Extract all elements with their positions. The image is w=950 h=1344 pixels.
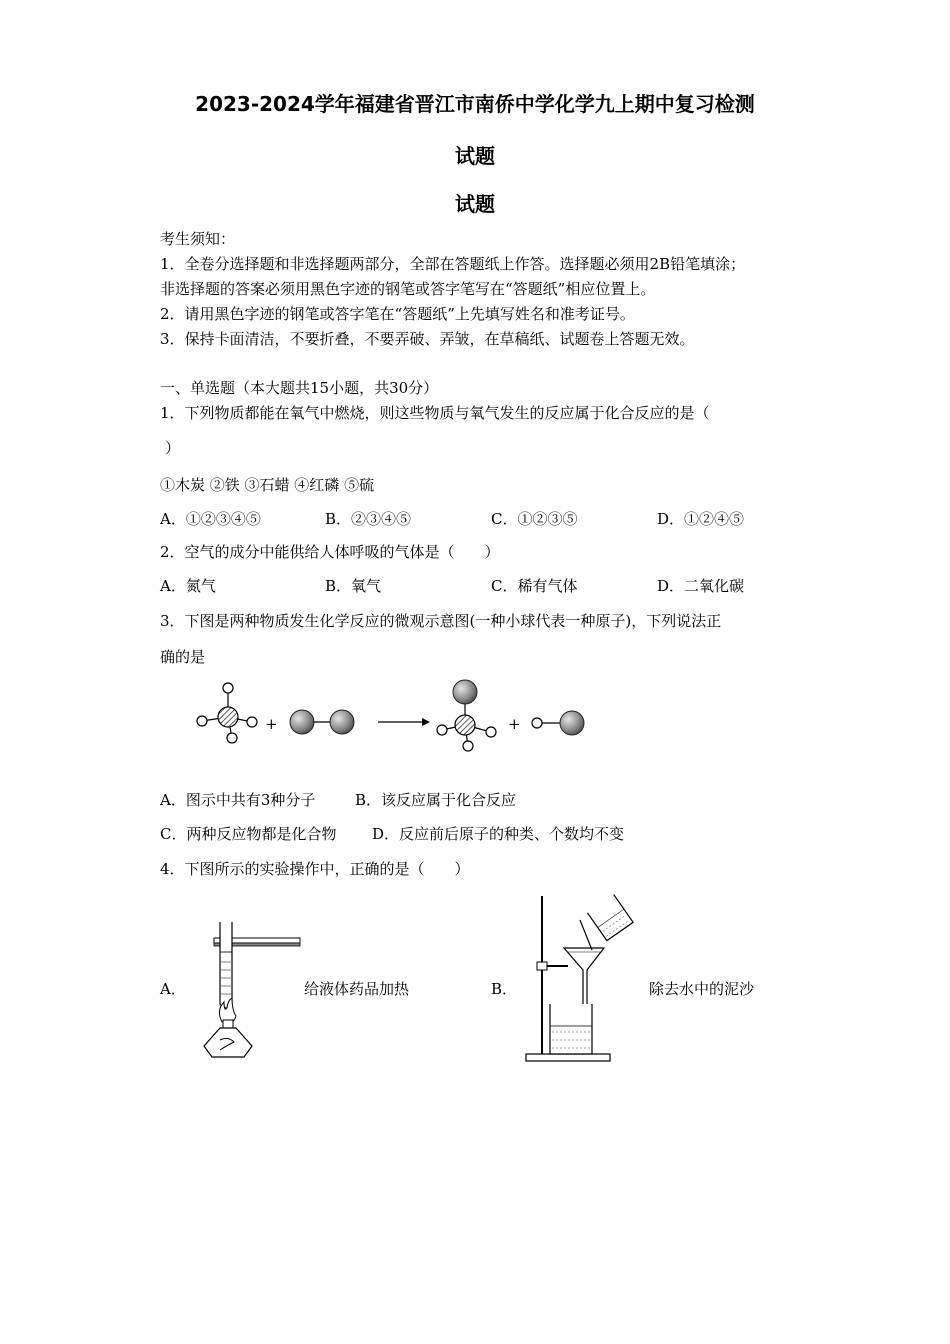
question-2-option-c[interactable]: C．稀有气体 xyxy=(491,577,578,595)
question-2-option-a[interactable]: A．氮气 xyxy=(160,577,216,595)
product-molecule-1 xyxy=(437,680,496,751)
question-4-stem: 4．下图所示的实验操作中，正确的是（ ） xyxy=(160,860,470,878)
notice-item: 1．全卷分选择题和非选择题两部分，全部在答题纸上作答。选择题必须用2B铅笔填涂； xyxy=(160,255,746,273)
question-4-option-a-text: 给液体药品加热 xyxy=(304,980,410,998)
notice-heading: 考生须知： xyxy=(160,230,236,248)
question-3-stem: 3．下图是两种物质发生化学反应的微观示意图(一种小球代表一种原子)，下列说法正 xyxy=(160,612,722,630)
plus-sign-2: + xyxy=(508,715,521,733)
heating-liquid-illustration xyxy=(190,912,300,1062)
question-3-option-b[interactable]: B．该反应属于化合反应 xyxy=(355,791,517,809)
question-2-stem: 2．空气的成分中能供给人体呼吸的气体是（ ） xyxy=(160,543,500,561)
page-subtitle: 试题 xyxy=(455,192,495,216)
plus-sign-1: + xyxy=(265,715,278,733)
question-4-option-b-label[interactable]: B． xyxy=(491,980,518,998)
page-title-line1: 2023-2024学年福建省晋江市南侨中学化学九上期中复习检测 xyxy=(195,92,755,116)
question-3-option-c[interactable]: C．两种反应物都是化合物 xyxy=(160,825,337,843)
reaction-diagram xyxy=(190,680,610,760)
question-1-option-c[interactable]: C．①②③⑤ xyxy=(491,510,578,528)
notice-item: 非选择题的答案必须用黑色字迹的钢笔或答字笔写在“答题纸”相应位置上。 xyxy=(160,280,656,298)
reactant-molecule-1 xyxy=(197,683,257,743)
page-title-line2: 试题 xyxy=(455,144,495,168)
question-3-option-d[interactable]: D．反应前后原子的种类、个数均不变 xyxy=(372,825,625,843)
notice-item: 3．保持卡面清洁，不要折叠，不要弄破、弄皱，在草稿纸、试题卷上答题无效。 xyxy=(160,330,695,348)
product-molecule-2 xyxy=(532,711,584,735)
question-3-option-a[interactable]: A．图示中共有3种分子 xyxy=(160,791,316,809)
notice-item: 2．请用黑色字迹的钢笔或答字笔在“答题纸”上先填写姓名和准考证号。 xyxy=(160,305,635,323)
reactant-molecule-2 xyxy=(290,710,354,734)
question-4-option-a-label[interactable]: A． xyxy=(160,980,186,998)
question-3-stem-cont: 确的是 xyxy=(160,648,206,666)
question-1-stem-cont: ） xyxy=(165,439,181,457)
question-1-option-d[interactable]: D．①②④⑤ xyxy=(657,510,745,528)
question-1-option-a[interactable]: A．①②③④⑤ xyxy=(160,510,261,528)
section-heading: 一、单选题（本大题共15小题，共30分） xyxy=(160,379,439,397)
filtration-illustration xyxy=(520,890,650,1065)
question-2-option-d[interactable]: D．二氧化碳 xyxy=(657,577,745,595)
question-1-list: ①木炭 ②铁 ③石蜡 ④红磷 ⑤硫 xyxy=(160,476,375,494)
question-1-option-b[interactable]: B．②③④⑤ xyxy=(325,510,412,528)
reaction-arrow xyxy=(378,718,430,726)
question-1-stem: 1．下列物质都能在氧气中燃烧，则这些物质与氧气发生的反应属于化合反应的是（ xyxy=(160,404,710,422)
question-2-option-b[interactable]: B．氧气 xyxy=(325,577,382,595)
question-4-option-b-text: 除去水中的泥沙 xyxy=(649,980,755,998)
